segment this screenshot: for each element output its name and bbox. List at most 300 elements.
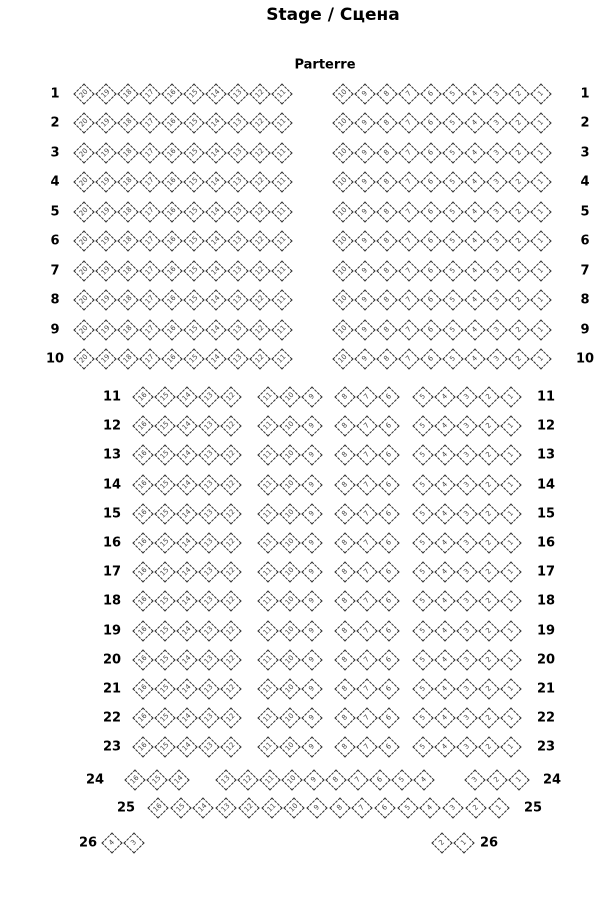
seat-row1-20[interactable] [73, 83, 94, 104]
seat-row1-13[interactable] [227, 83, 248, 104]
seat-row8-9[interactable] [354, 289, 375, 310]
seat-row12-9[interactable] [301, 415, 322, 436]
seat-row6-14[interactable] [205, 230, 226, 251]
seat-row4-17[interactable] [139, 171, 160, 192]
seat-row21-10[interactable] [279, 678, 300, 699]
seat-row8-12[interactable] [249, 289, 270, 310]
seat-row6-1[interactable] [530, 230, 551, 251]
seat-row22-13[interactable] [198, 707, 219, 728]
seat-row5-6[interactable] [420, 201, 441, 222]
seat-row8-1[interactable] [530, 289, 551, 310]
seat-row23-6[interactable] [378, 736, 399, 757]
seat-row6-10[interactable] [332, 230, 353, 251]
seat-row24-13[interactable] [215, 769, 236, 790]
seat-row3-14[interactable] [205, 142, 226, 163]
seat-row11-10[interactable] [279, 386, 300, 407]
seat-row1-8[interactable] [376, 83, 397, 104]
seat-row22-4[interactable] [434, 707, 455, 728]
seat-row5-9[interactable] [354, 201, 375, 222]
seat-row23-10[interactable] [279, 736, 300, 757]
seat-row7-20[interactable] [73, 260, 94, 281]
seat-row5-7[interactable] [398, 201, 419, 222]
seat-row14-16[interactable] [132, 474, 153, 495]
seat-row1-17[interactable] [139, 83, 160, 104]
seat-row22-12[interactable] [220, 707, 241, 728]
seat-row11-12[interactable] [220, 386, 241, 407]
seat-row18-13[interactable] [198, 590, 219, 611]
seat-row15-12[interactable] [220, 503, 241, 524]
seat-row7-11[interactable] [271, 260, 292, 281]
seat-row6-19[interactable] [95, 230, 116, 251]
seat-row14-10[interactable] [279, 474, 300, 495]
seat-row19-6[interactable] [378, 620, 399, 641]
seat-row12-3[interactable] [456, 415, 477, 436]
seat-row8-13[interactable] [227, 289, 248, 310]
seat-row7-10[interactable] [332, 260, 353, 281]
seat-row3-9[interactable] [354, 142, 375, 163]
seat-row16-14[interactable] [176, 532, 197, 553]
seat-row7-12[interactable] [249, 260, 270, 281]
seat-row23-3[interactable] [456, 736, 477, 757]
seat-row20-10[interactable] [279, 649, 300, 670]
seat-row22-1[interactable] [500, 707, 521, 728]
seat-row21-1[interactable] [500, 678, 521, 699]
seat-row21-14[interactable] [176, 678, 197, 699]
seat-row25-1[interactable] [488, 797, 509, 818]
seat-row21-3[interactable] [456, 678, 477, 699]
seat-row4-11[interactable] [271, 171, 292, 192]
seat-row8-10[interactable] [332, 289, 353, 310]
seat-row9-1[interactable] [530, 319, 551, 340]
seat-row22-15[interactable] [154, 707, 175, 728]
seat-row4-13[interactable] [227, 171, 248, 192]
seat-row2-12[interactable] [249, 112, 270, 133]
seat-row13-3[interactable] [456, 444, 477, 465]
seat-row7-1[interactable] [530, 260, 551, 281]
seat-row1-9[interactable] [354, 83, 375, 104]
seat-row21-2[interactable] [478, 678, 499, 699]
seat-row13-15[interactable] [154, 444, 175, 465]
seat-row19-8[interactable] [334, 620, 355, 641]
seat-row18-6[interactable] [378, 590, 399, 611]
seat-row25-9[interactable] [306, 797, 327, 818]
seat-row22-5[interactable] [412, 707, 433, 728]
seat-row5-12[interactable] [249, 201, 270, 222]
seat-row8-20[interactable] [73, 289, 94, 310]
seat-row4-3[interactable] [486, 171, 507, 192]
seat-row13-14[interactable] [176, 444, 197, 465]
seat-row9-7[interactable] [398, 319, 419, 340]
seat-row17-2[interactable] [478, 561, 499, 582]
seat-row5-13[interactable] [227, 201, 248, 222]
seat-row15-7[interactable] [356, 503, 377, 524]
seat-row17-6[interactable] [378, 561, 399, 582]
seat-row1-10[interactable] [332, 83, 353, 104]
seat-row24-15[interactable] [146, 769, 167, 790]
seat-row5-17[interactable] [139, 201, 160, 222]
seat-row6-5[interactable] [442, 230, 463, 251]
seat-row13-9[interactable] [301, 444, 322, 465]
seat-row18-16[interactable] [132, 590, 153, 611]
seat-row14-1[interactable] [500, 474, 521, 495]
seat-row1-19[interactable] [95, 83, 116, 104]
seat-row3-6[interactable] [420, 142, 441, 163]
seat-row4-14[interactable] [205, 171, 226, 192]
seat-row6-13[interactable] [227, 230, 248, 251]
seat-row11-14[interactable] [176, 386, 197, 407]
seat-row26-2[interactable] [431, 832, 452, 853]
seat-row7-3[interactable] [486, 260, 507, 281]
seat-row6-4[interactable] [464, 230, 485, 251]
seat-row10-19[interactable] [95, 348, 116, 369]
seat-row3-5[interactable] [442, 142, 463, 163]
seat-row18-14[interactable] [176, 590, 197, 611]
seat-row22-6[interactable] [378, 707, 399, 728]
seat-row19-5[interactable] [412, 620, 433, 641]
seat-row13-4[interactable] [434, 444, 455, 465]
seat-row16-9[interactable] [301, 532, 322, 553]
seat-row20-9[interactable] [301, 649, 322, 670]
seat-row8-5[interactable] [442, 289, 463, 310]
seat-row15-16[interactable] [132, 503, 153, 524]
seat-row10-10[interactable] [332, 348, 353, 369]
seat-row19-11[interactable] [257, 620, 278, 641]
seat-row17-5[interactable] [412, 561, 433, 582]
seat-row6-15[interactable] [183, 230, 204, 251]
seat-row24-8[interactable] [325, 769, 346, 790]
seat-row24-11[interactable] [259, 769, 280, 790]
seat-row20-13[interactable] [198, 649, 219, 670]
seat-row24-14[interactable] [168, 769, 189, 790]
seat-row6-18[interactable] [117, 230, 138, 251]
seat-row10-15[interactable] [183, 348, 204, 369]
seat-row1-1[interactable] [530, 83, 551, 104]
seat-row14-3[interactable] [456, 474, 477, 495]
seat-row12-2[interactable] [478, 415, 499, 436]
seat-row8-8[interactable] [376, 289, 397, 310]
seat-row8-17[interactable] [139, 289, 160, 310]
seat-row25-11[interactable] [261, 797, 282, 818]
seat-row11-1[interactable] [500, 386, 521, 407]
seat-row4-15[interactable] [183, 171, 204, 192]
seat-row4-1[interactable] [530, 171, 551, 192]
seat-row1-5[interactable] [442, 83, 463, 104]
seat-row7-15[interactable] [183, 260, 204, 281]
seat-row21-4[interactable] [434, 678, 455, 699]
seat-row13-1[interactable] [500, 444, 521, 465]
seat-row18-11[interactable] [257, 590, 278, 611]
seat-row20-15[interactable] [154, 649, 175, 670]
seat-row15-3[interactable] [456, 503, 477, 524]
seat-row9-6[interactable] [420, 319, 441, 340]
seat-row8-15[interactable] [183, 289, 204, 310]
seat-row3-4[interactable] [464, 142, 485, 163]
seat-row18-5[interactable] [412, 590, 433, 611]
seat-row20-1[interactable] [500, 649, 521, 670]
seat-row15-4[interactable] [434, 503, 455, 524]
seat-row1-3[interactable] [486, 83, 507, 104]
seat-row5-1[interactable] [530, 201, 551, 222]
seat-row9-17[interactable] [139, 319, 160, 340]
seat-row5-16[interactable] [161, 201, 182, 222]
seat-row17-14[interactable] [176, 561, 197, 582]
seat-row2-1[interactable] [530, 112, 551, 133]
seat-row11-15[interactable] [154, 386, 175, 407]
seat-row6-11[interactable] [271, 230, 292, 251]
seat-row18-4[interactable] [434, 590, 455, 611]
seat-row2-15[interactable] [183, 112, 204, 133]
seat-row13-13[interactable] [198, 444, 219, 465]
seat-row2-7[interactable] [398, 112, 419, 133]
seat-row10-14[interactable] [205, 348, 226, 369]
seat-row2-18[interactable] [117, 112, 138, 133]
seat-row25-3[interactable] [442, 797, 463, 818]
seat-row3-13[interactable] [227, 142, 248, 163]
seat-row24-1[interactable] [508, 769, 529, 790]
seat-row26-1[interactable] [453, 832, 474, 853]
seat-row1-11[interactable] [271, 83, 292, 104]
seat-row15-13[interactable] [198, 503, 219, 524]
seat-row18-3[interactable] [456, 590, 477, 611]
seat-row2-5[interactable] [442, 112, 463, 133]
seat-row8-19[interactable] [95, 289, 116, 310]
seat-row24-10[interactable] [281, 769, 302, 790]
seat-row3-1[interactable] [530, 142, 551, 163]
seat-row21-15[interactable] [154, 678, 175, 699]
seat-row1-7[interactable] [398, 83, 419, 104]
seat-row24-9[interactable] [303, 769, 324, 790]
seat-row11-5[interactable] [412, 386, 433, 407]
seat-row6-7[interactable] [398, 230, 419, 251]
seat-row14-2[interactable] [478, 474, 499, 495]
seat-row5-4[interactable] [464, 201, 485, 222]
seat-row25-4[interactable] [420, 797, 441, 818]
seat-row9-9[interactable] [354, 319, 375, 340]
seat-row11-9[interactable] [301, 386, 322, 407]
seat-row9-14[interactable] [205, 319, 226, 340]
seat-row19-15[interactable] [154, 620, 175, 641]
seat-row11-13[interactable] [198, 386, 219, 407]
seat-row8-2[interactable] [508, 289, 529, 310]
seat-row24-12[interactable] [237, 769, 258, 790]
seat-row4-12[interactable] [249, 171, 270, 192]
seat-row21-7[interactable] [356, 678, 377, 699]
seat-row10-8[interactable] [376, 348, 397, 369]
seat-row14-12[interactable] [220, 474, 241, 495]
seat-row4-19[interactable] [95, 171, 116, 192]
seat-row21-16[interactable] [132, 678, 153, 699]
seat-row25-7[interactable] [352, 797, 373, 818]
seat-row5-20[interactable] [73, 201, 94, 222]
seat-row23-1[interactable] [500, 736, 521, 757]
seat-row24-7[interactable] [347, 769, 368, 790]
seat-row3-11[interactable] [271, 142, 292, 163]
seat-row15-2[interactable] [478, 503, 499, 524]
seat-row1-16[interactable] [161, 83, 182, 104]
seat-row15-5[interactable] [412, 503, 433, 524]
seat-row11-2[interactable] [478, 386, 499, 407]
seat-row20-2[interactable] [478, 649, 499, 670]
seat-row26-3[interactable] [123, 832, 144, 853]
seat-row19-16[interactable] [132, 620, 153, 641]
seat-row7-9[interactable] [354, 260, 375, 281]
seat-row10-5[interactable] [442, 348, 463, 369]
seat-row12-6[interactable] [378, 415, 399, 436]
seat-row11-4[interactable] [434, 386, 455, 407]
seat-row7-19[interactable] [95, 260, 116, 281]
seat-row17-16[interactable] [132, 561, 153, 582]
seat-row24-5[interactable] [391, 769, 412, 790]
seat-row13-7[interactable] [356, 444, 377, 465]
seat-row14-11[interactable] [257, 474, 278, 495]
seat-row22-16[interactable] [132, 707, 153, 728]
seat-row8-18[interactable] [117, 289, 138, 310]
seat-row12-14[interactable] [176, 415, 197, 436]
seat-row25-14[interactable] [193, 797, 214, 818]
seat-row23-2[interactable] [478, 736, 499, 757]
seat-row17-13[interactable] [198, 561, 219, 582]
seat-row1-2[interactable] [508, 83, 529, 104]
seat-row5-8[interactable] [376, 201, 397, 222]
seat-row21-8[interactable] [334, 678, 355, 699]
seat-row3-2[interactable] [508, 142, 529, 163]
seat-row3-19[interactable] [95, 142, 116, 163]
seat-row14-5[interactable] [412, 474, 433, 495]
seat-row12-11[interactable] [257, 415, 278, 436]
seat-row7-5[interactable] [442, 260, 463, 281]
seat-row5-14[interactable] [205, 201, 226, 222]
seat-row22-11[interactable] [257, 707, 278, 728]
seat-row21-6[interactable] [378, 678, 399, 699]
seat-row10-3[interactable] [486, 348, 507, 369]
seat-row17-15[interactable] [154, 561, 175, 582]
seat-row6-9[interactable] [354, 230, 375, 251]
seat-row2-19[interactable] [95, 112, 116, 133]
seat-row5-2[interactable] [508, 201, 529, 222]
seat-row5-11[interactable] [271, 201, 292, 222]
seat-row16-13[interactable] [198, 532, 219, 553]
seat-row10-6[interactable] [420, 348, 441, 369]
seat-row7-4[interactable] [464, 260, 485, 281]
seat-row6-17[interactable] [139, 230, 160, 251]
seat-row21-5[interactable] [412, 678, 433, 699]
seat-row22-3[interactable] [456, 707, 477, 728]
seat-row16-15[interactable] [154, 532, 175, 553]
seat-row16-8[interactable] [334, 532, 355, 553]
seat-row9-2[interactable] [508, 319, 529, 340]
seat-row20-4[interactable] [434, 649, 455, 670]
seat-row9-13[interactable] [227, 319, 248, 340]
seat-row12-16[interactable] [132, 415, 153, 436]
seat-row9-19[interactable] [95, 319, 116, 340]
seat-row8-4[interactable] [464, 289, 485, 310]
seat-row25-8[interactable] [329, 797, 350, 818]
seat-row15-11[interactable] [257, 503, 278, 524]
seat-row7-18[interactable] [117, 260, 138, 281]
seat-row10-7[interactable] [398, 348, 419, 369]
seat-row24-4[interactable] [413, 769, 434, 790]
seat-row12-15[interactable] [154, 415, 175, 436]
seat-row19-3[interactable] [456, 620, 477, 641]
seat-row18-2[interactable] [478, 590, 499, 611]
seat-row23-12[interactable] [220, 736, 241, 757]
seat-row17-9[interactable] [301, 561, 322, 582]
seat-row6-8[interactable] [376, 230, 397, 251]
seat-row7-14[interactable] [205, 260, 226, 281]
seat-row17-12[interactable] [220, 561, 241, 582]
seat-row24-6[interactable] [369, 769, 390, 790]
seat-row3-12[interactable] [249, 142, 270, 163]
seat-row10-17[interactable] [139, 348, 160, 369]
seat-row13-6[interactable] [378, 444, 399, 465]
seat-row3-18[interactable] [117, 142, 138, 163]
seat-row19-12[interactable] [220, 620, 241, 641]
seat-row16-2[interactable] [478, 532, 499, 553]
seat-row23-13[interactable] [198, 736, 219, 757]
seat-row22-14[interactable] [176, 707, 197, 728]
seat-row19-1[interactable] [500, 620, 521, 641]
seat-row13-10[interactable] [279, 444, 300, 465]
seat-row1-4[interactable] [464, 83, 485, 104]
seat-row17-10[interactable] [279, 561, 300, 582]
seat-row9-8[interactable] [376, 319, 397, 340]
seat-row17-11[interactable] [257, 561, 278, 582]
seat-row2-16[interactable] [161, 112, 182, 133]
seat-row25-12[interactable] [238, 797, 259, 818]
seat-row14-7[interactable] [356, 474, 377, 495]
seat-row23-15[interactable] [154, 736, 175, 757]
seat-row10-13[interactable] [227, 348, 248, 369]
seat-row18-7[interactable] [356, 590, 377, 611]
seat-row2-8[interactable] [376, 112, 397, 133]
seat-row17-7[interactable] [356, 561, 377, 582]
seat-row16-16[interactable] [132, 532, 153, 553]
seat-row22-8[interactable] [334, 707, 355, 728]
seat-row25-13[interactable] [215, 797, 236, 818]
seat-row3-3[interactable] [486, 142, 507, 163]
seat-row5-18[interactable] [117, 201, 138, 222]
seat-row19-14[interactable] [176, 620, 197, 641]
seat-row11-7[interactable] [356, 386, 377, 407]
seat-row9-10[interactable] [332, 319, 353, 340]
seat-row14-6[interactable] [378, 474, 399, 495]
seat-row10-16[interactable] [161, 348, 182, 369]
seat-row8-16[interactable] [161, 289, 182, 310]
seat-row23-11[interactable] [257, 736, 278, 757]
seat-row11-8[interactable] [334, 386, 355, 407]
seat-row19-7[interactable] [356, 620, 377, 641]
seat-row7-13[interactable] [227, 260, 248, 281]
seat-row12-13[interactable] [198, 415, 219, 436]
seat-row24-16[interactable] [124, 769, 145, 790]
seat-row4-18[interactable] [117, 171, 138, 192]
seat-row9-16[interactable] [161, 319, 182, 340]
seat-row1-15[interactable] [183, 83, 204, 104]
seat-row14-8[interactable] [334, 474, 355, 495]
seat-row10-4[interactable] [464, 348, 485, 369]
seat-row10-2[interactable] [508, 348, 529, 369]
seat-row25-10[interactable] [284, 797, 305, 818]
seat-row8-3[interactable] [486, 289, 507, 310]
seat-row24-2[interactable] [486, 769, 507, 790]
seat-row15-8[interactable] [334, 503, 355, 524]
seat-row16-4[interactable] [434, 532, 455, 553]
seat-row8-14[interactable] [205, 289, 226, 310]
seat-row2-20[interactable] [73, 112, 94, 133]
seat-row13-11[interactable] [257, 444, 278, 465]
seat-row18-9[interactable] [301, 590, 322, 611]
seat-row20-14[interactable] [176, 649, 197, 670]
